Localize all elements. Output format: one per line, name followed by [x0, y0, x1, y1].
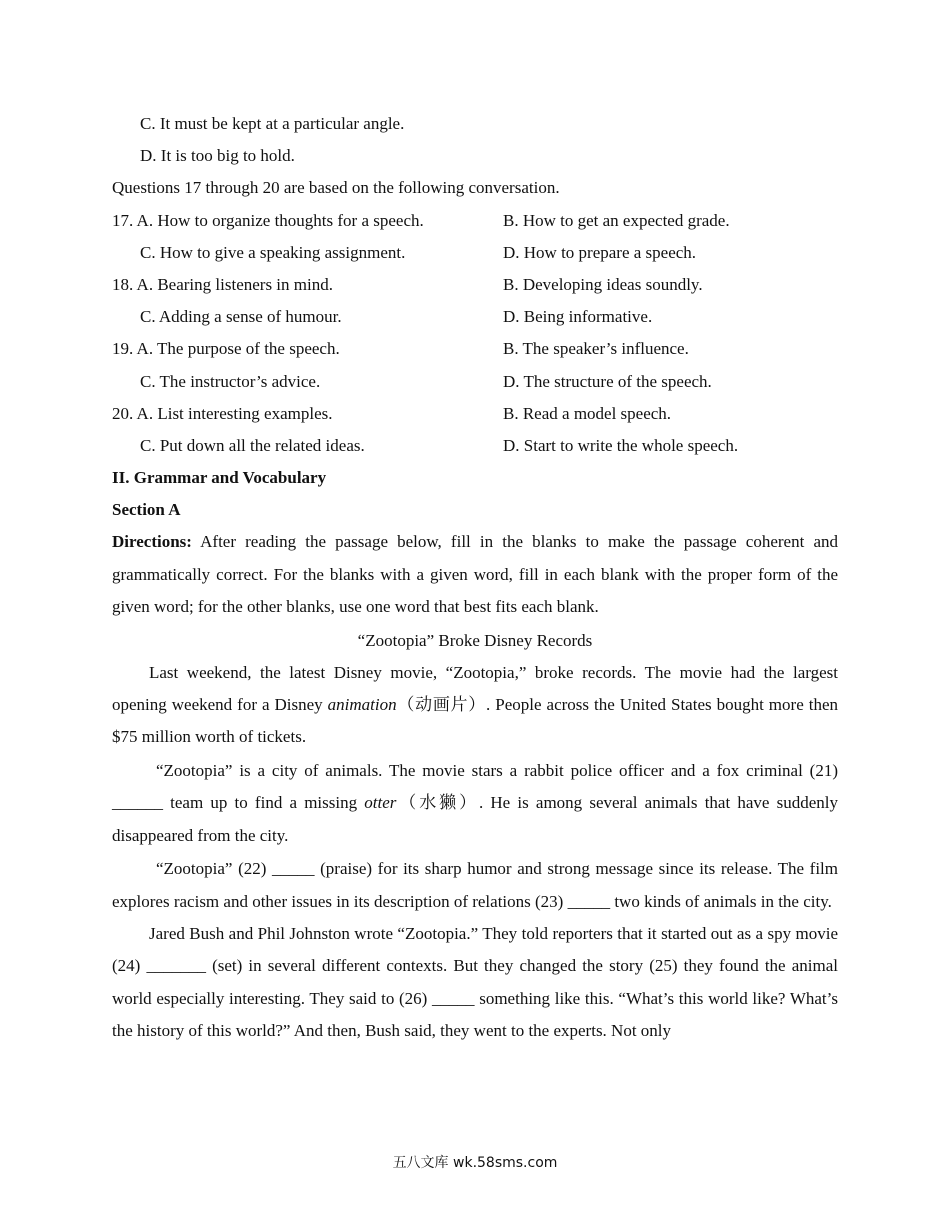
q19-option-a: 19. A. The purpose of the speech. — [112, 339, 340, 359]
p1-italic-term: animation — [327, 695, 397, 715]
p1-text-after: . People across the United States bought more then $75 million worth of tickets. — [112, 695, 838, 747]
q20-option-d: D. Start to write the whole speech. — [503, 435, 739, 455]
q19-option-b: B. The speaker’s influence. — [503, 339, 689, 359]
q18-option-c: C. Adding a sense of humour. — [140, 307, 342, 327]
passage-paragraph-2 — [112, 755, 838, 852]
q17-option-d: D. How to prepare a speech. — [503, 242, 697, 262]
passage-paragraph-4: Jared Bush and Phil Johnston wrote “Zootopia.” They told reporters that it started out as a spy movie (24) _______ (set) in several different contexts. But they changed the story (25) they found the animal world especially interesting. They said to (26) _____ something like this. “What’s this world like? What’s the history of this world?” And then, Bush said, they went to the experts. Not only — [112, 923, 838, 1041]
page-content — [112, 108, 838, 1048]
q18-option-d: D. Being informative. — [503, 307, 653, 327]
q18-option-a: 18. A. Bearing listeners in mind. — [112, 274, 333, 294]
p1-gloss: （动画片） — [396, 695, 487, 715]
question-20-row-2 — [112, 430, 838, 462]
q16-option-d: D. It is too big to hold. — [140, 146, 295, 166]
question-18-row-1 — [112, 269, 838, 301]
question-17-row-2 — [112, 237, 838, 269]
conversation-intro: Questions 17 through 20 are based on the following conversation. — [112, 178, 560, 198]
question-19-row-1 — [112, 333, 838, 365]
question-18-row-2 — [112, 301, 838, 333]
p1-text-before: Last weekend, the latest Disney movie, “Zootopia,” broke records. The movie had the largest opening weekend for a Disney — [112, 662, 838, 715]
p2-italic-term: otter — [364, 793, 397, 813]
section-heading: II. Grammar and Vocabulary — [112, 468, 327, 488]
directions-label: Directions: — [112, 532, 192, 552]
p2-gloss: （水獭） — [396, 793, 479, 813]
passage-paragraph-1 — [112, 657, 838, 754]
question-19-row-2 — [112, 366, 838, 398]
question-17-row-1 — [112, 205, 838, 237]
q20-option-c: C. Put down all the related ideas. — [140, 435, 365, 455]
p2-text-after: . He is among several animals that have suddenly disappeared from the city. — [112, 793, 838, 845]
passage-title: “Zootopia” Broke Disney Records — [357, 630, 593, 650]
q17-option-c: C. How to give a speaking assignment. — [140, 242, 406, 262]
q19-option-d: D. The structure of the speech. — [503, 371, 712, 391]
question-20-row-1 — [112, 398, 838, 430]
directions-text: After reading the passage below, fill in the blanks to make the passage coherent and grammatically correct. For the blanks with a given word, fill in each blank with the proper form of the given word; for the other blanks, use one word that best fits each blank. — [112, 532, 838, 617]
footer-watermark: 五八文库 wk.58sms.com — [392, 1155, 558, 1171]
q19-option-c: C. The instructor’s advice. — [140, 371, 321, 391]
section-subheading: Section A — [112, 500, 181, 520]
p2-text-before: “Zootopia” is a city of animals. The movie stars a rabbit police officer and a fox criminal (21) ______ team up to find a missing — [112, 760, 838, 813]
q18-option-b: B. Developing ideas soundly. — [503, 274, 703, 294]
directions-paragraph — [112, 526, 838, 623]
q16-option-c: C. It must be kept at a particular angle. — [140, 114, 405, 133]
passage-paragraph-3: “Zootopia” (22) _____ (praise) for its sharp humor and strong message since its release. The film explores racism and other issues in its description of relations (23) _____ two kinds of animals in the city. — [112, 859, 838, 911]
q17-option-a: 17. A. How to organize thoughts for a speech. — [112, 210, 424, 230]
q17-option-b: B. How to get an expected grade. — [503, 210, 730, 230]
q20-option-a: 20. A. List interesting examples. — [112, 403, 333, 423]
q20-option-b: B. Read a model speech. — [503, 403, 672, 423]
